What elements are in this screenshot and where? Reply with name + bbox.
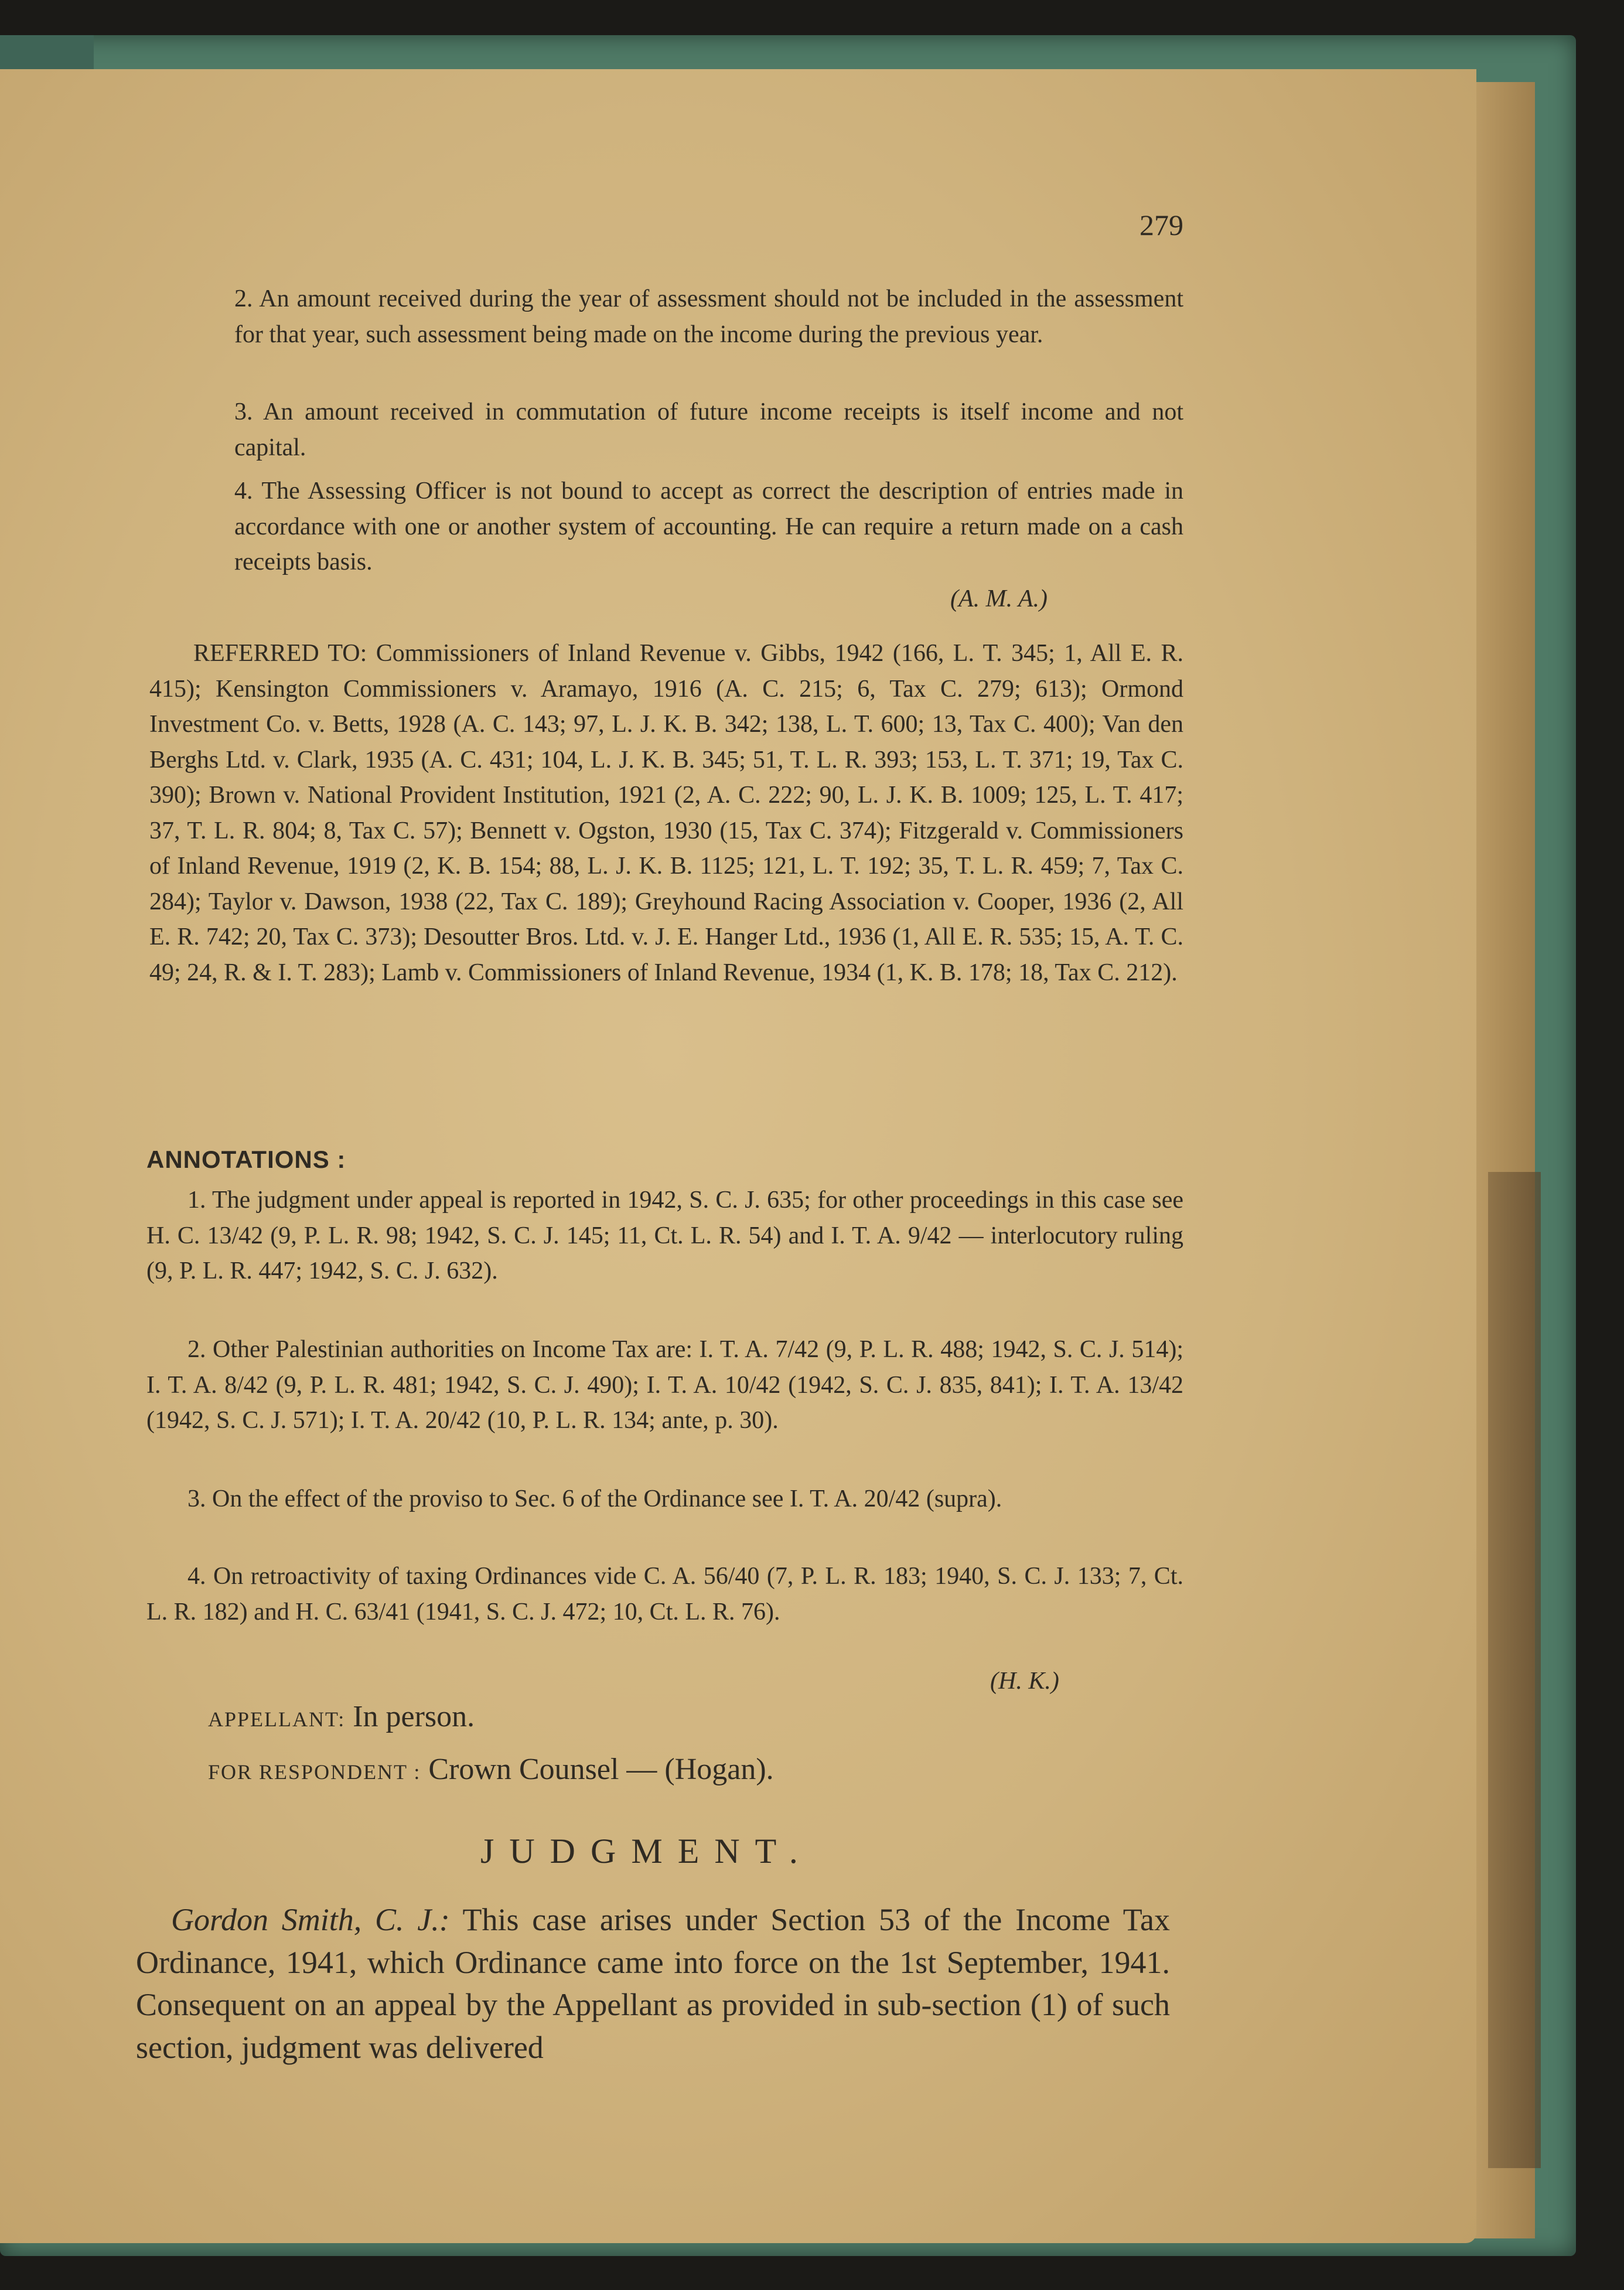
judgment-paragraph (136, 1899, 1170, 2069)
holding-2: 2. An amount received during the year of assessment should not be included in the assessment for that year, such assessment being made on the income during the previous year. (234, 285, 1183, 348)
referred-to-label: REFERRED TO: (193, 640, 367, 667)
page-number: 279 (1139, 209, 1183, 241)
annotation-1: 1. The judgment under appeal is reported in 1942, S. C. J. 635; for other proceedings in this case see H. C. 13/42 (9, P. L. R. 98; 1942, S. C. J. 145; 11, Ct. L. R. 54) and I. T. A. 9/42 — interlocutory ruling (9, P. L. R. 447; 1942, S. C. J. 632). (146, 1187, 1183, 1284)
respondent-label: FOR RESPONDENT : (208, 1760, 421, 1784)
holding-4: 4. The Assessing Officer is not bound to accept as correct the description of entries made in accordance with one or another system of accounting. He can require a return made on a cash receipts basis. (234, 478, 1183, 575)
appellant-line (208, 1699, 475, 1734)
referred-to-text: Commissioners of Inland Revenue v. Gibbs, 1942 (166, L. T. 345; 1, All E. R. 415); Kensington Commissioners v. Aramayo, 1916 (A. C. 215; 6, Tax C. 279; 613); Ormond Investment Co. v. Betts, 1928 (A. C. 143; 97, L. J. K. B. 342; 138, L. T. 600; 13, Tax C. 400); Van den Berghs Ltd. v. Clark, 1935 (A. C. 431; 104, L. J. K. B. 345; 51, T. L. R. 393; 153, L. T. 371; 19, Tax C. 390); Brown v. National Provident Institution, 1921 (2, A. C. 222; 90, L. J. K. B. 1009; 125, L. T. 417; 37, T. L. R. 804; 8, Tax C. 57); Bennett v. Ogston, 1930 (15, Tax C. 374); Fitzgerald v. Commissioners of Inland Revenue, 1919 (2, K. B. 154; 88, L. J. K. B. 1125; 121, L. T. 192; 35, T. L. R. 459; 7, Tax C. 284); Taylor v. Dawson, 1938 (22, Tax C. 189); Greyhound Racing Association v. Cooper, 1936 (2, All E. R. 742; 20, Tax C. 373); Desoutter Bros. Ltd. v. J. E. Hanger Ltd., 1936 (1, All E. R. 535; 15, A. T. C. 49; 24, R. & I. T. 283); Lamb v. Commissioners of Inland Revenue, 1934 (1, K. B. 178; 18, Tax C. 212). (149, 640, 1183, 986)
appellant-label: APPELLANT: (208, 1708, 346, 1731)
annotation-2: 2. Other Palestinian authorities on Income Tax are: I. T. A. 7/42 (9, P. L. R. 488; 1942, S. C. J. 514); I. T. A. 8/42 (9, P. L. R. 481; 1942, S. C. J. 490); I. T. A. 10/42 (1942, S. C. J. 835, 841); I. T. A. 13/42 (1942, S. C. J. 571); I. T. A. 20/42 (10, P. L. R. 134; ante, p. 30). (146, 1336, 1183, 1434)
judgment-text: This case arises under Section 53 of the Income Tax Ordinance, 1941, which Ordinance came into force on the 1st September, 1941. Consequent on an appeal by the Appellant as provided in sub-section (1) of such section, judgment was delivered (136, 1902, 1170, 2065)
judgment-heading: JUDGMENT. (480, 1832, 813, 1870)
referred-to-paragraph (149, 636, 1183, 990)
respondent-line (208, 1752, 774, 1787)
annotation-3: 3. On the effect of the proviso to Sec. 6 of the Ordinance see I. T. A. 20/42 (supra). (187, 1485, 1002, 1512)
annotations-heading: ANNOTATIONS : (146, 1146, 346, 1173)
appellant-value: In person. (353, 1700, 475, 1733)
holdings-initials: (A. M. A.) (950, 585, 1048, 612)
annotations-initials: (H. K.) (990, 1668, 1059, 1695)
annotation-4: 4. On retroactivity of taxing Ordinances vide C. A. 56/40 (7, P. L. R. 183; 1940, S. C. J. 133; 7, Ct. L. R. 182) and H. C. 63/41 (1941, S. C. J. 472; 10, Ct. L. R. 76). (146, 1563, 1183, 1626)
holding-3: 3. An amount received in commutation of future income receipts is itself income and not capital. (234, 398, 1183, 461)
judge-name: Gordon Smith, C. J.: (171, 1902, 450, 1937)
respondent-value: Crown Counsel — (Hogan). (428, 1753, 774, 1786)
